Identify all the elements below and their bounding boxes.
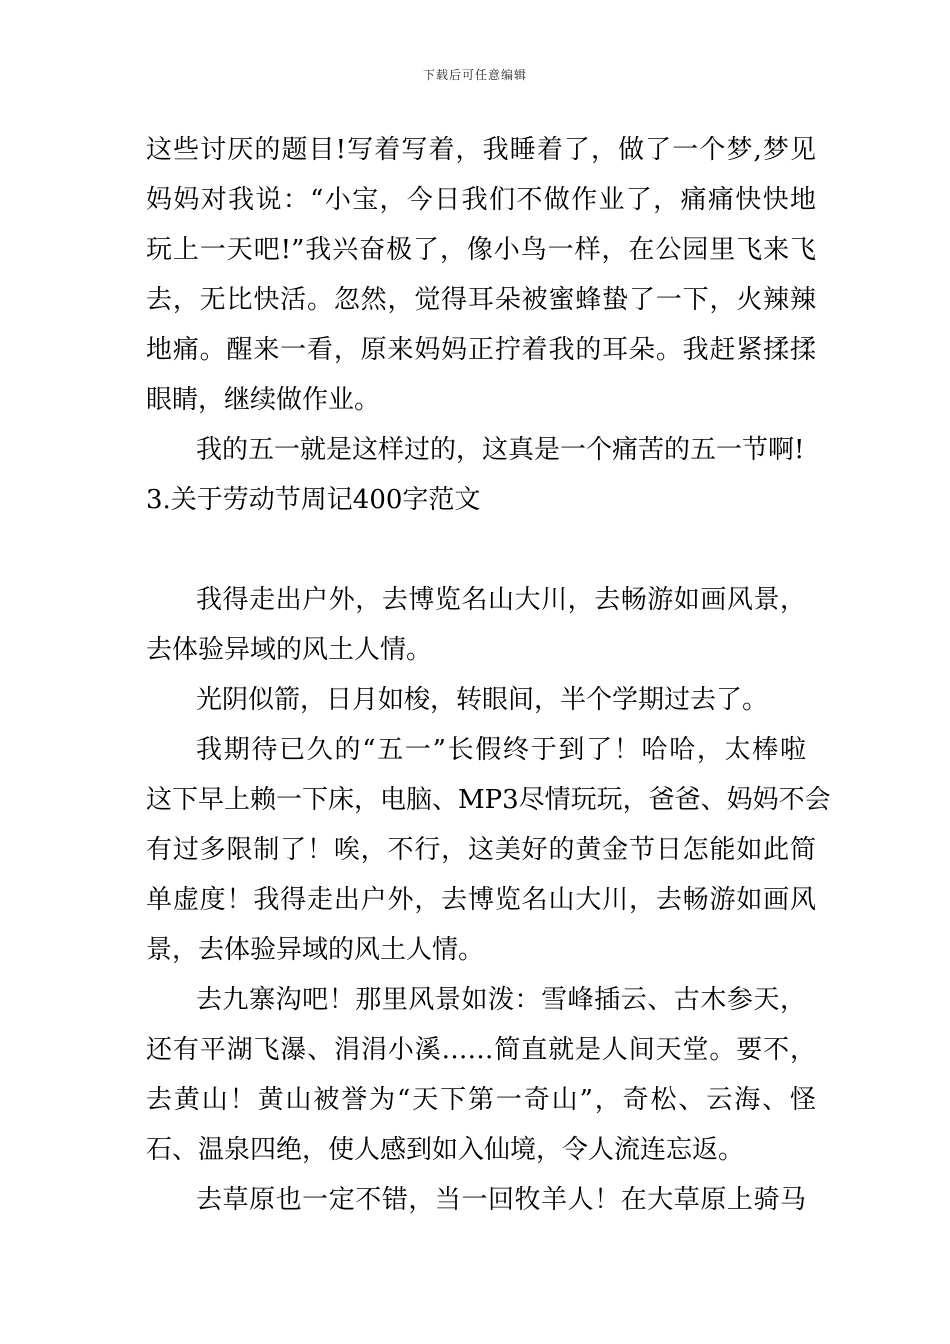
text-line: 石、温泉四绝，使人感到如入仙境，令人流连忘返。 [146,1135,745,1165]
text-line: 妈妈对我说：“小宝，今日我们不做作业了，痛痛快快地 [146,185,816,215]
text-line: 这些讨厌的题目!写着写着，我睡着了，做了一个梦,梦见 [146,135,816,165]
text-line: 地痛。醒来一看，原来妈妈正拧着我的耳朵。我赶紧揉揉 [146,335,816,365]
text-line: 光阴似箭，日月如梭，转眼间，半个学期过去了。 [196,685,769,715]
text-line: 去体验异域的风土人情。 [146,635,433,665]
text-line: 去草原也一定不错，当一回牧羊人！在大草原上骑马 [196,1185,806,1215]
text-line: 去，无比快活。忽然，觉得耳朵被蜜蜂蛰了一下，火辣辣 [146,285,816,315]
text-line: 单虚度！我得走出户外，去博览名山大川，去畅游如画风 [146,885,816,915]
text-line: 去九寨沟吧！那里风景如泼：雪峰插云、古木参天， [196,985,806,1015]
text-line: 景，去体验异域的风土人情。 [146,935,485,965]
text-line: 眼睛，继续做作业。 [146,385,381,415]
text-line: 这下早上赖一下床，电脑、MP3尽情玩玩，爸爸、妈妈不会 [146,785,831,815]
text-line: 我期待已久的“五一”长假终于到了！哈哈，太棒啦 [196,735,806,765]
text-line: 去黄山！黄山被誉为“天下第一奇山”，奇松、云海、怪 [146,1085,816,1115]
text-line: 我的五一就是这样过的，这真是一个痛苦的五一节啊! [196,435,805,465]
text-line: 有过多限制了！唉，不行，这美好的黄金节日怎能如此简 [146,835,816,865]
page-header: 下载后可任意编辑 [422,68,527,82]
section-heading: 3.关于劳动节周记400字范文 [146,485,481,515]
text-line: 还有平湖飞瀑、涓涓小溪……简直就是人间天堂。要不， [146,1035,816,1065]
text-line: 我得走出户外，去博览名山大川，去畅游如画风景， [196,585,806,615]
text-line: 玩上一天吧!”我兴奋极了，像小鸟一样，在公园里飞来飞 [146,235,816,265]
